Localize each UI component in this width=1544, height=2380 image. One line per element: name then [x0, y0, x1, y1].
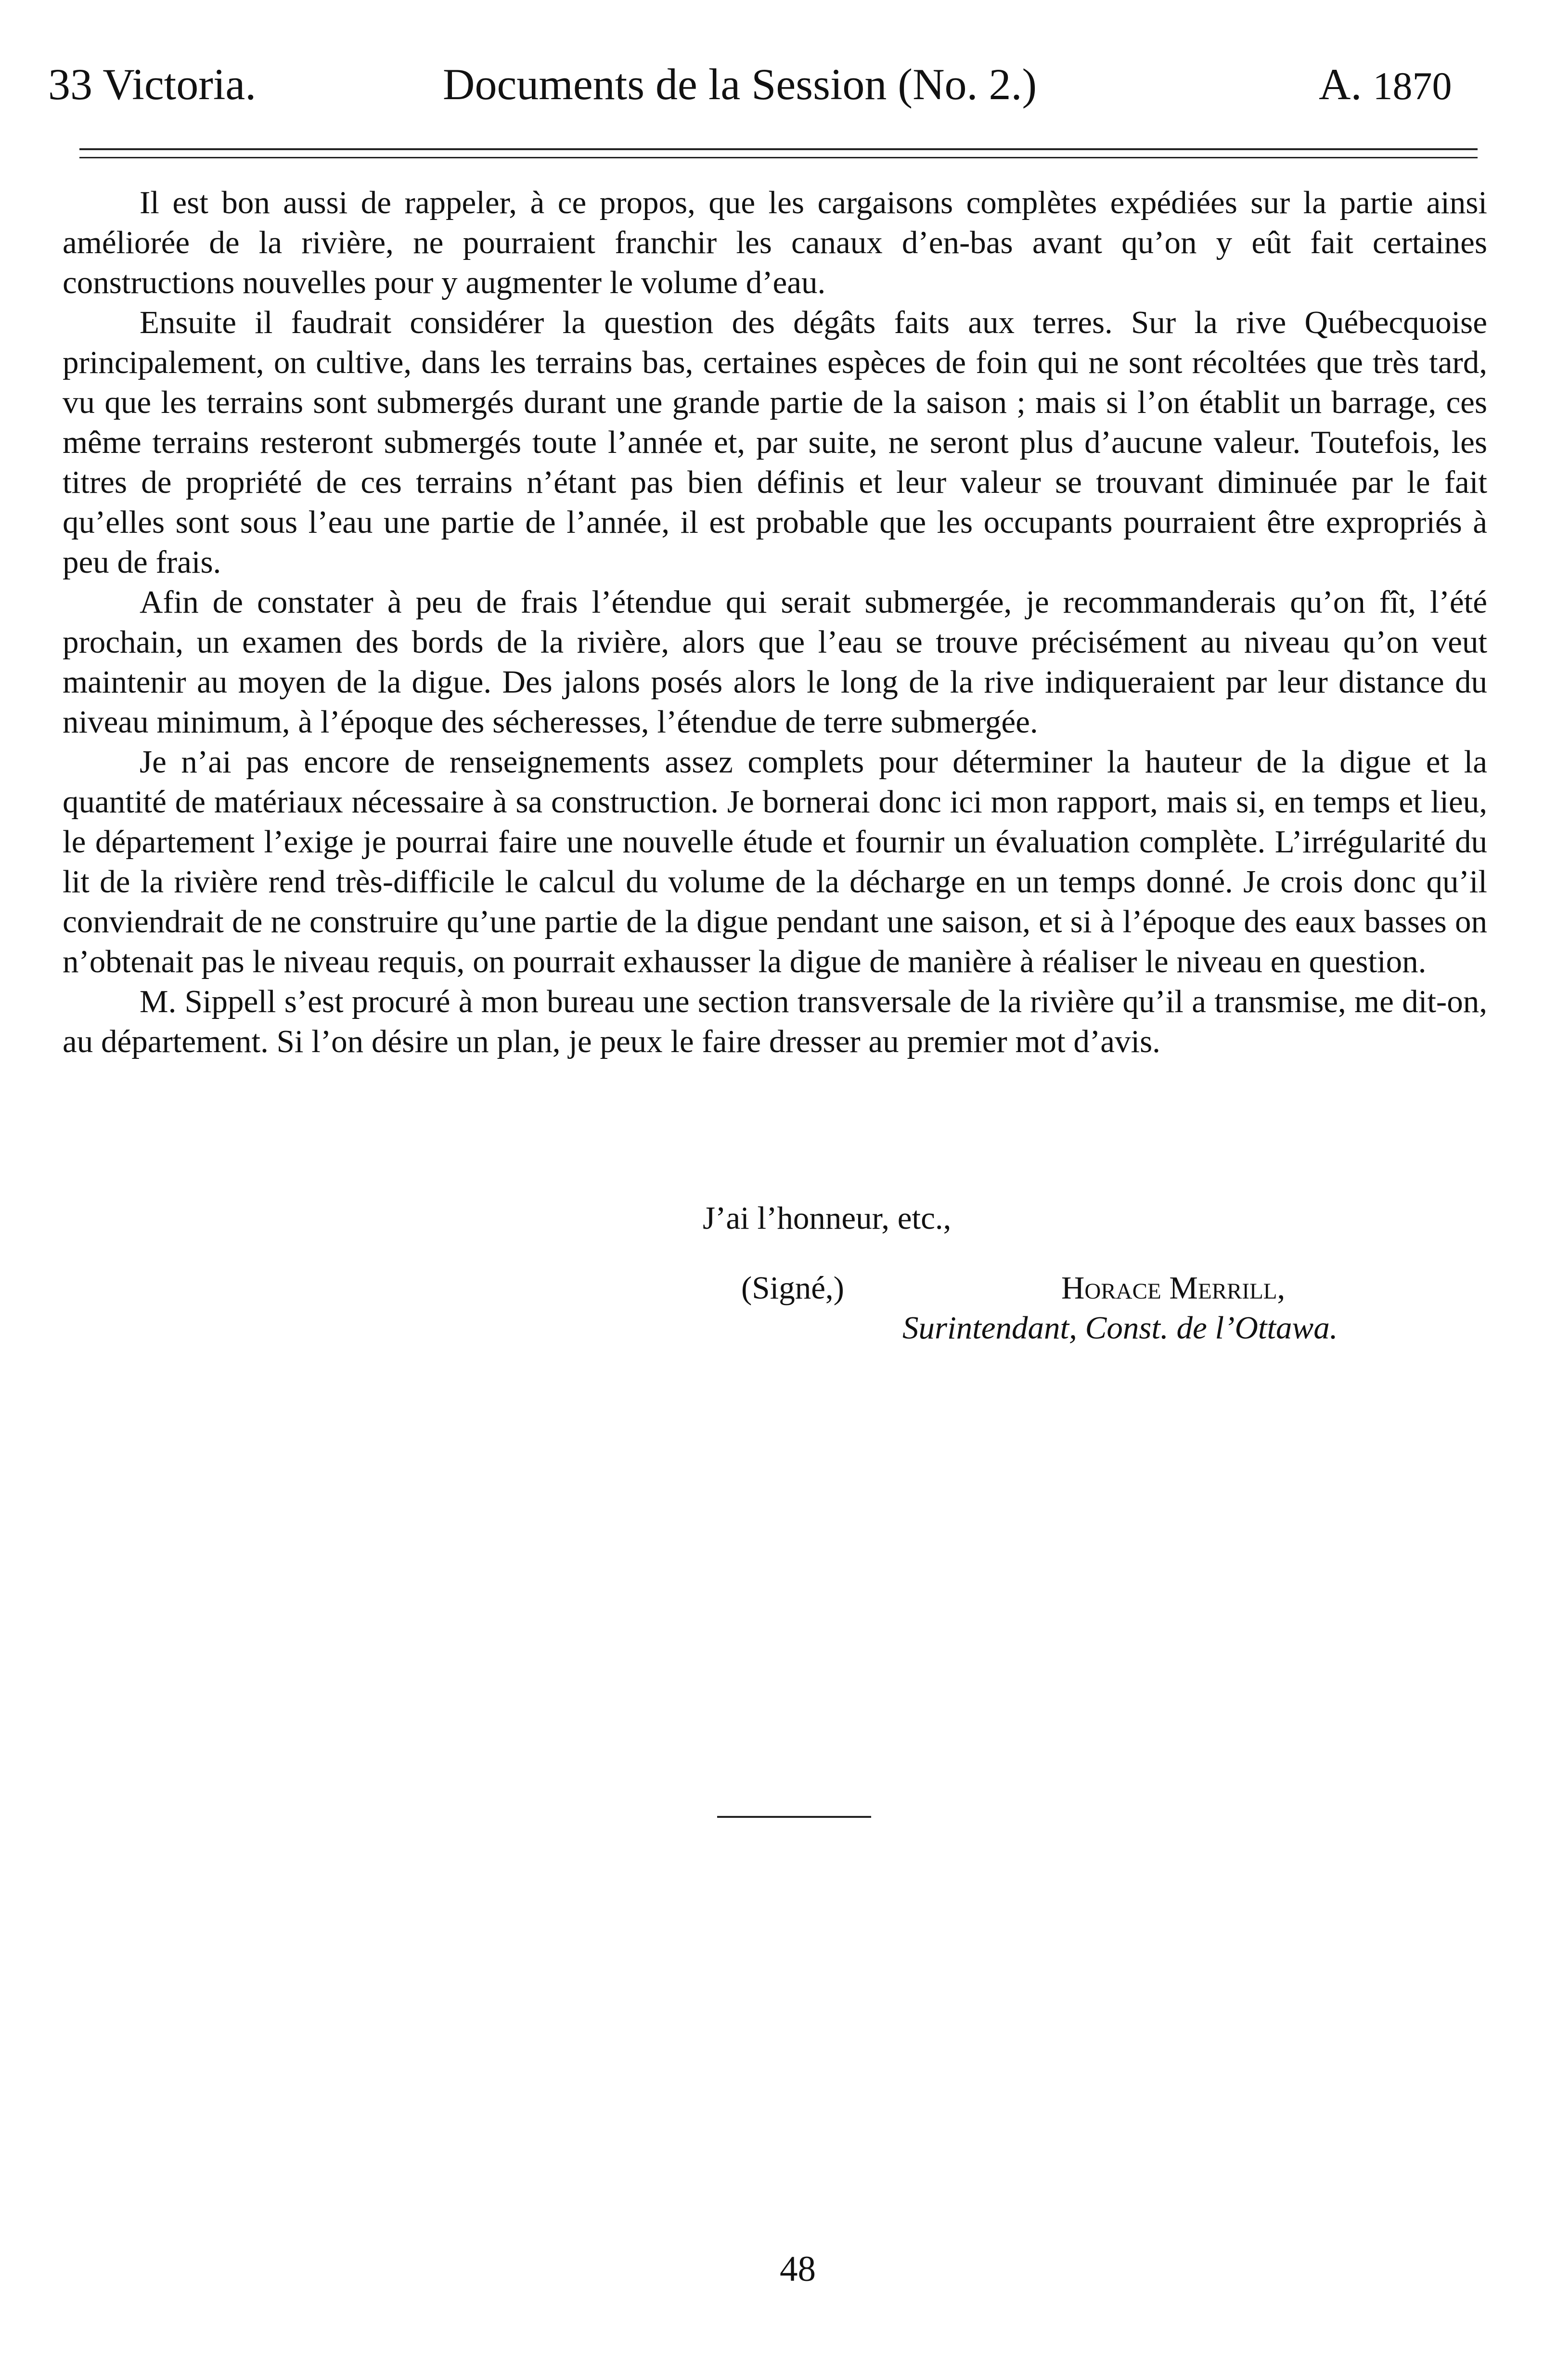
paragraph-degats: Ensuite il faudrait considérer la question des dégâts faits aux terres. Sur la rive Québecquoise principalement, on cultive, dans les terrains bas, certaines espèces de foin qui ne sont récoltées que très tard, vu que les terrains sont submergés durant une grande partie de la saison ; mais si l’on établit un barrage, ces même terrains resteront submergés toute l’année et, par suite, ne seront plus d’aucune valeur. Toutefois, les titres de propriété de ces terrains n’étant pas bien définis et leur valeur se trouvant diminuée par le fait qu’elles sont sous l’eau une partie de l’année, il est probable que les occupants pourraient être expropriés à peu de frais. [63, 305, 1487, 580]
paragraph-digue: Je n’ai pas encore de renseignements assez complets pour déterminer la hauteur de la digue et la quantité de matériaux nécessaire à sa construction. Je bornerai donc ici mon rapport, mais si, en temps et lieu, le département l’exige je pourrai faire une nouvelle étude et fournir un évaluation complète. L’irrégularité du lit de la rivière rend très-difficile le calcul du volume de la décharge en un temps donné. Je crois donc qu’il conviendrait de ne construire qu’une partie de la digue pendant une saison, et si à l’époque des eaux basses on n’obtenait pas le niveau requis, on pourrait exhausser la digue de manière à réaliser le niveau en question. [63, 744, 1487, 979]
paragraph-cargaisons: Il est bon aussi de rappeler, à ce propos, que les cargaisons complètes expédiées sur la partie ainsi améliorée de la rivière, ne pourraient franchir les canaux d’en-bas avant qu’on y eût fait certaines constructions nouvelles pour y augmenter le volume d’eau. [63, 185, 1487, 300]
header-title: Documents de la Session (No. 2.) [443, 60, 1037, 109]
header-volume: 33 Victoria. [48, 60, 257, 109]
header-rule-bottom [79, 157, 1478, 158]
paragraph-sippell: M. Sippell s’est procuré à mon bureau une section transversale de la rivière qu’il a transmise, me dit-on, au département. Si l’on désire un plan, je peux le faire dresser au premier mot d’avis. [63, 984, 1487, 1059]
signer-name: Horace Merrill, [1061, 1270, 1286, 1306]
paragraph-etendue: Afin de constater à peu de frais l’étendue qui serait submergée, je recommanderais qu’on fît, l’été prochain, un examen des bords de la rivière, alors que l’eau se trouve précisément au niveau qu’on veut maintenir au moyen de la digue. Des jalons posés alors le long de la rive indiqueraient par leur distance du niveau minimum, à l’époque des sécheresses, l’étendue de terre submergée. [63, 584, 1487, 740]
header-rule-top [79, 148, 1478, 150]
signature-label: (Signé,) [741, 1270, 844, 1306]
header-year-prefix: A. [1319, 60, 1362, 109]
header-year: 1870 [1373, 64, 1452, 108]
signer-title: Surintendant, Const. de l’Ottawa. [902, 1310, 1338, 1346]
header-year-block [1319, 58, 1452, 113]
letter-body [63, 183, 1487, 1062]
section-divider [717, 1816, 871, 1818]
page-header [48, 58, 1487, 111]
page-number: 48 [780, 2249, 816, 2289]
closing-salutation: J’ai l’honneur, etc., [703, 1200, 952, 1236]
